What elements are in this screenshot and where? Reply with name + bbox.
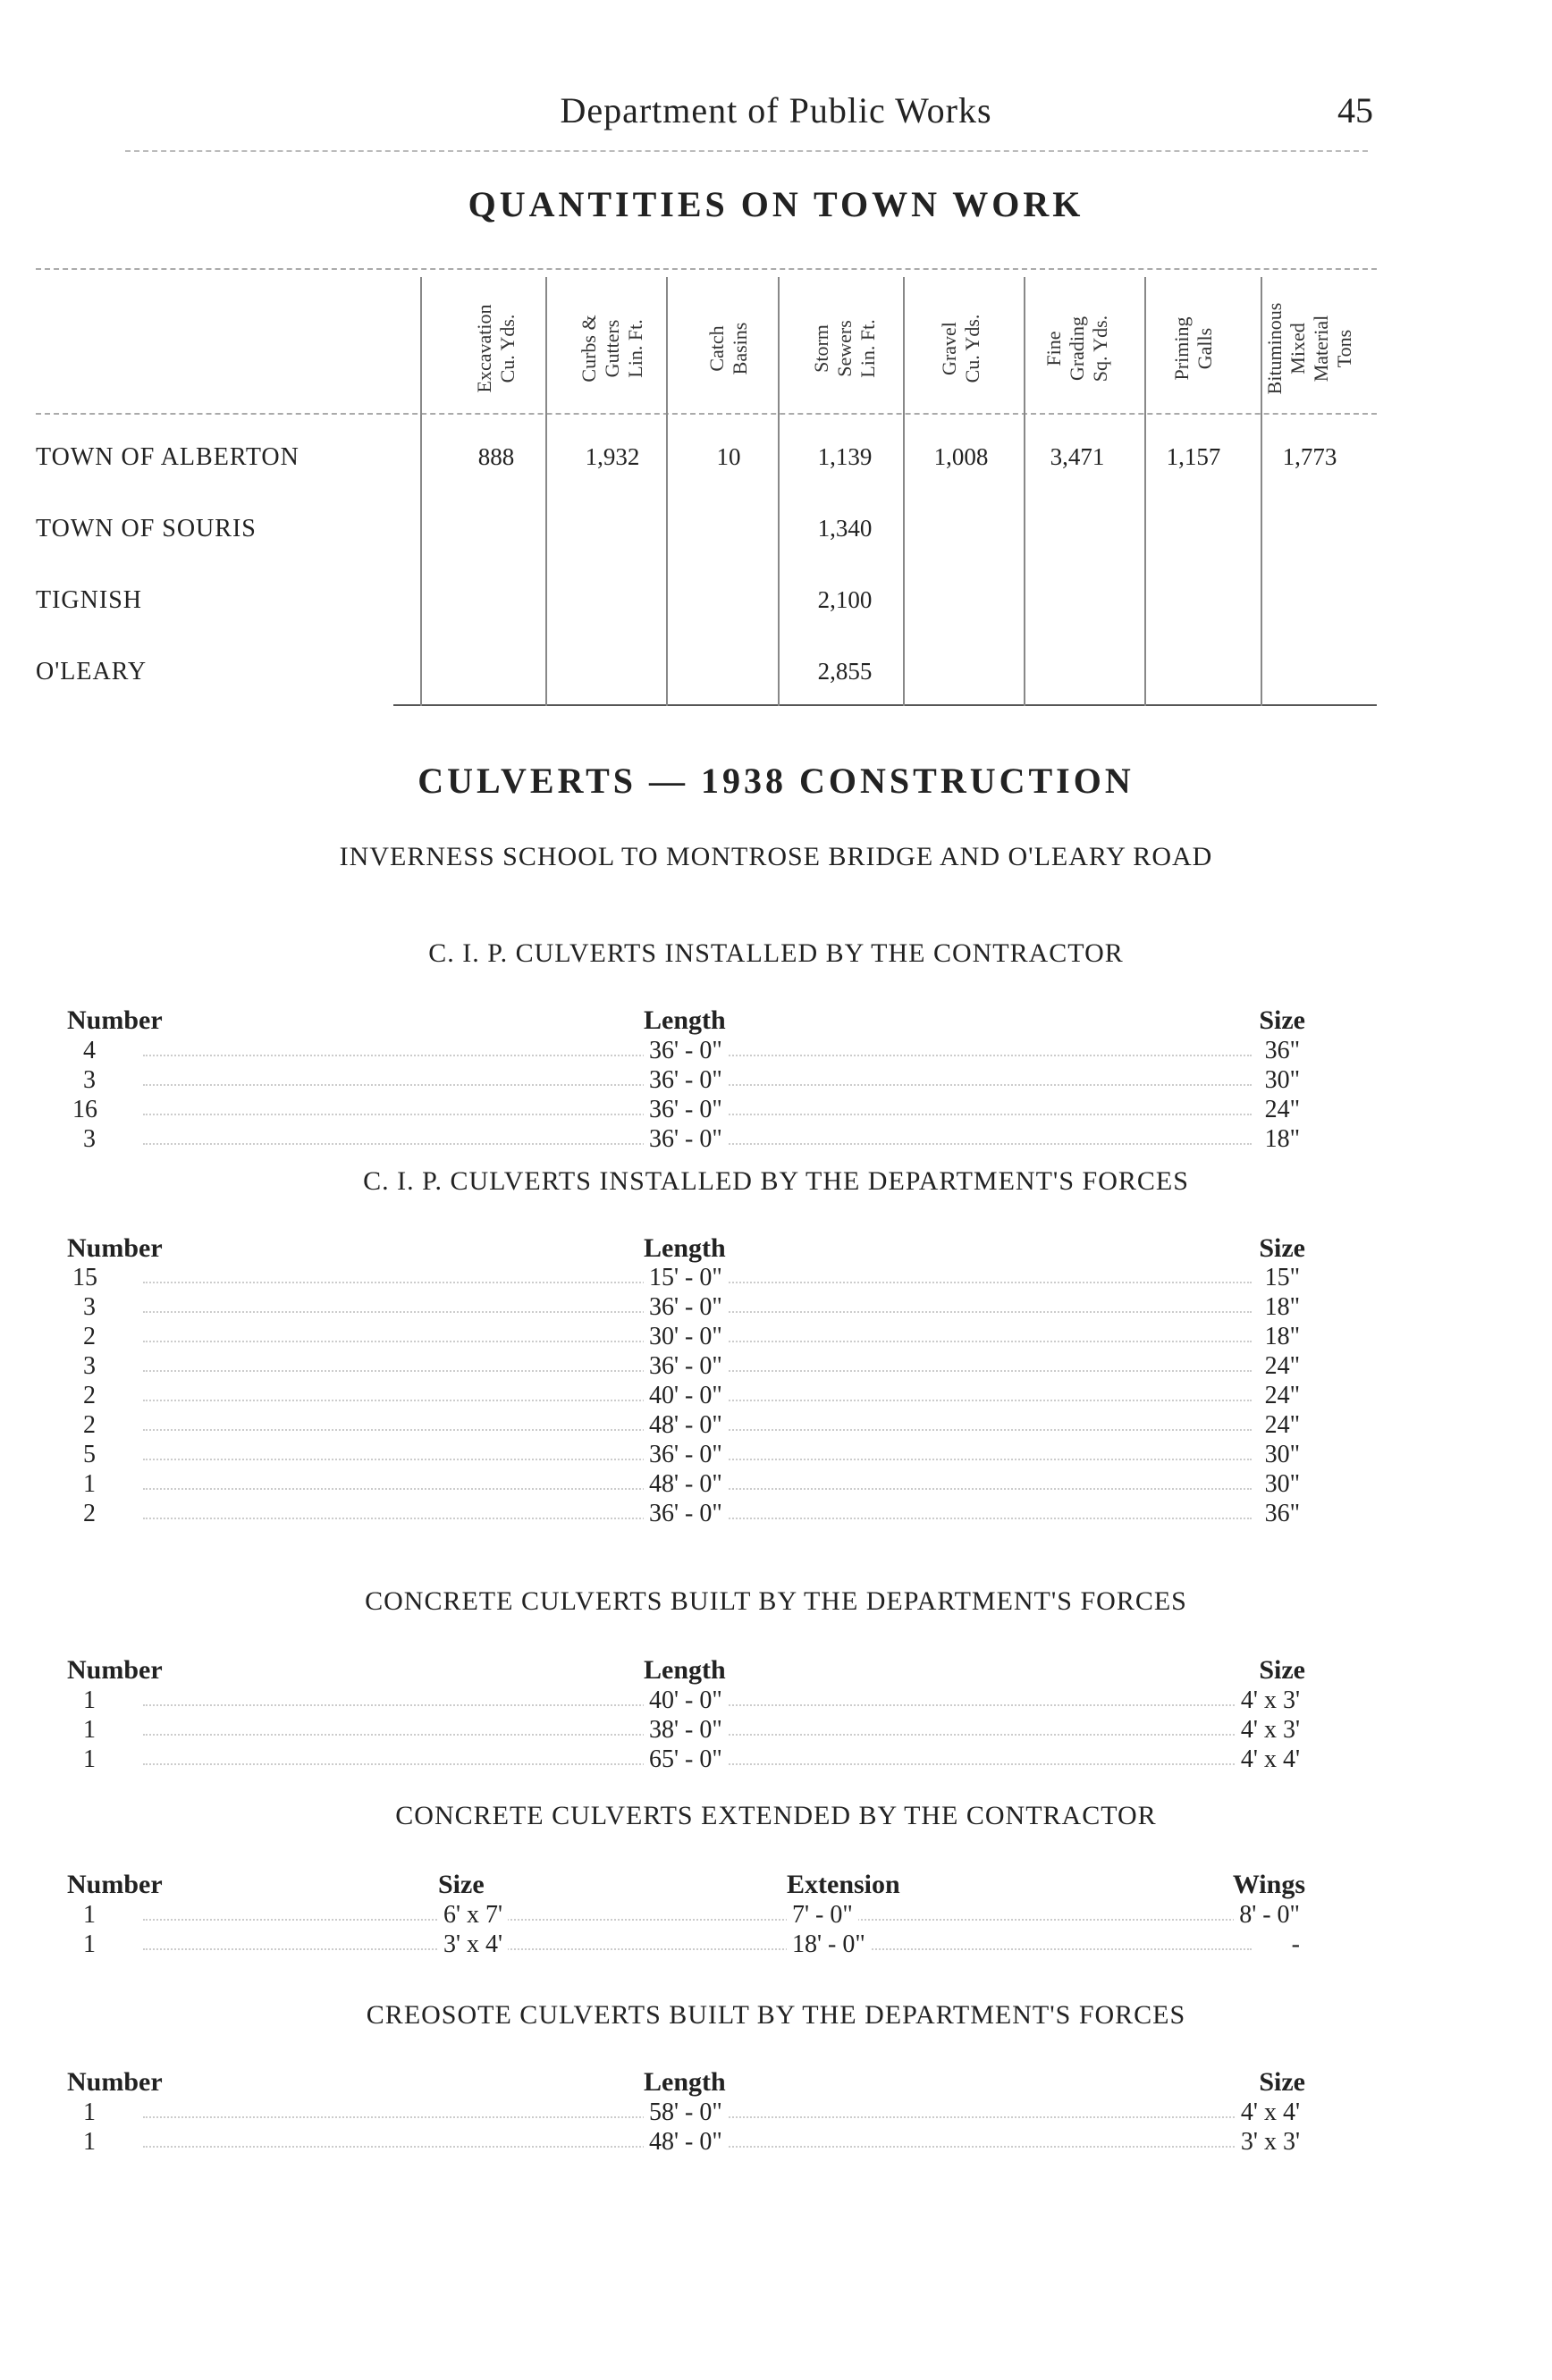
column-header: Number <box>67 1655 163 1685</box>
table-cell: 1 <box>78 1716 101 1745</box>
column-header: Size <box>1259 1233 1305 1263</box>
table-cell: 48' - 0" <box>644 2128 728 2157</box>
table-cell: 10 <box>716 443 741 470</box>
table-cell: 30" <box>1260 1470 1305 1499</box>
table-cell: 24" <box>1260 1411 1305 1440</box>
column-header: Size <box>1259 2067 1305 2097</box>
table-row <box>0 1323 1552 1353</box>
table-row <box>0 1686 1552 1717</box>
table-cell: - <box>1286 1930 1305 1959</box>
table-cell: 36' - 0" <box>644 1352 728 1381</box>
column-header-label: Storm Sewers Lin. Ft. <box>810 319 879 378</box>
table-cell: 24" <box>1260 1382 1305 1410</box>
table-row <box>0 1716 1552 1746</box>
column-header-label: Excavation Cu. Yds. <box>473 304 519 393</box>
table-row <box>0 1745 1552 1776</box>
table-row <box>0 1096 1552 1126</box>
table-cell: 58' - 0" <box>644 2098 728 2127</box>
table-cell: 65' - 0" <box>644 1745 728 1774</box>
table-cell: 1,008 <box>933 443 989 470</box>
table-cell: 18" <box>1260 1323 1305 1351</box>
table-row <box>0 1382 1552 1412</box>
table-cell: 1 <box>78 1901 101 1930</box>
quantities-title: QUANTITIES ON TOWN WORK <box>468 184 1084 224</box>
column-divider <box>778 277 780 706</box>
culvert-section-heading: CREOSOTE CULVERTS BUILT BY THE DEPARTMENT'S FORCES <box>366 2000 1186 2030</box>
column-divider <box>1144 277 1146 706</box>
table-cell: 3 <box>78 1293 101 1322</box>
table-cell: 2 <box>78 1500 101 1528</box>
table-cell: 36' - 0" <box>644 1500 728 1528</box>
column-divider <box>903 277 905 706</box>
table-cell: 4' x 4' <box>1236 1745 1305 1774</box>
column-header: Number <box>67 2067 163 2097</box>
column-header-label: Priming Galls <box>1170 316 1216 381</box>
table-row <box>0 1125 1552 1156</box>
column-divider <box>545 277 547 706</box>
column-header: Size <box>1259 1005 1305 1035</box>
dot-leader <box>143 1901 1252 1921</box>
header-divider <box>125 150 1368 152</box>
table-top-rule <box>36 268 1377 270</box>
column-header <box>1149 277 1238 420</box>
quantities-table <box>0 268 1552 715</box>
table-cell: 3' x 3' <box>1236 2128 1305 2157</box>
table-cell: 3,471 <box>1050 443 1105 470</box>
table-cell: 16 <box>67 1096 103 1124</box>
table-row <box>0 1901 1552 1931</box>
table-row <box>0 2128 1552 2158</box>
column-header <box>451 277 541 420</box>
table-cell: 48' - 0" <box>644 1470 728 1499</box>
column-header-label: Gravel Cu. Yds. <box>938 314 983 383</box>
table-cell: 48' - 0" <box>644 1411 728 1440</box>
column-header: Length <box>644 1233 726 1263</box>
table-cell: 8' - 0" <box>1234 1901 1305 1930</box>
table-cell: 2 <box>78 1323 101 1351</box>
row-label: TOWN OF SOURIS <box>36 515 257 542</box>
table-row <box>0 1930 1552 1961</box>
table-cell: 4' x 3' <box>1236 1686 1305 1715</box>
table-cell: 4' x 3' <box>1236 1716 1305 1745</box>
table-cell: 30' - 0" <box>644 1323 728 1351</box>
table-cell: 36' - 0" <box>644 1066 728 1095</box>
row-label: O'LEARY <box>36 658 148 685</box>
table-cell: 24" <box>1260 1096 1305 1124</box>
column-header: Number <box>67 1005 163 1035</box>
table-row <box>0 1352 1552 1383</box>
table-cell: 2,100 <box>817 586 873 613</box>
column-divider <box>1261 277 1262 706</box>
table-cell: 3 <box>78 1066 101 1095</box>
column-header: Extension <box>787 1870 900 1899</box>
column-header <box>1033 277 1122 420</box>
table-row <box>0 1037 1552 1067</box>
table-row <box>0 2098 1552 2129</box>
column-header <box>684 277 773 420</box>
table-cell: 36' - 0" <box>644 1096 728 1124</box>
column-header-label: Bituminous Mixed Material Tons <box>1263 302 1355 395</box>
column-header: Length <box>644 2067 726 2097</box>
column-divider <box>1024 277 1025 706</box>
column-header-label: Fine Grading Sq. Yds. <box>1042 315 1111 383</box>
table-cell: 30" <box>1260 1441 1305 1469</box>
culverts-title: CULVERTS — 1938 CONSTRUCTION <box>418 761 1134 801</box>
column-header: Number <box>67 1233 163 1263</box>
table-cell: 36' - 0" <box>644 1125 728 1154</box>
table-cell: 1 <box>78 1745 101 1774</box>
table-cell: 1,340 <box>817 515 873 542</box>
table-cell: 18' - 0" <box>787 1930 871 1959</box>
table-cell: 1 <box>78 1686 101 1715</box>
table-cell: 4 <box>78 1037 101 1065</box>
table-row <box>0 1293 1552 1324</box>
row-label: TIGNISH <box>36 586 142 614</box>
culvert-section-heading: CONCRETE CULVERTS BUILT BY THE DEPARTMENT'S FORCES <box>365 1586 1187 1616</box>
table-cell: 3 <box>78 1125 101 1154</box>
column-header: Number <box>67 1870 163 1899</box>
table-cell: 1 <box>78 1470 101 1499</box>
page-header <box>0 89 1552 143</box>
table-cell: 15 <box>67 1264 103 1292</box>
table-cell: 40' - 0" <box>644 1382 728 1410</box>
table-row <box>0 1066 1552 1097</box>
culvert-section-heading: CONCRETE CULVERTS EXTENDED BY THE CONTRACTOR <box>395 1801 1157 1830</box>
table-cell: 36" <box>1260 1037 1305 1065</box>
table-cell: 4' x 4' <box>1236 2098 1305 2127</box>
table-cell: 15" <box>1260 1264 1305 1292</box>
table-row <box>0 1441 1552 1471</box>
table-cell: 18" <box>1260 1125 1305 1154</box>
table-row <box>0 1500 1552 1530</box>
table-cell: 30" <box>1260 1066 1305 1095</box>
column-header-label: Curbs & Gutters Lin. Ft. <box>578 315 646 383</box>
table-cell: 3' x 4' <box>438 1930 508 1959</box>
table-cell: 40' - 0" <box>644 1686 728 1715</box>
table-cell: 24" <box>1260 1352 1305 1381</box>
culvert-section-heading: C. I. P. CULVERTS INSTALLED BY THE CONTRACTOR <box>428 938 1124 968</box>
page-number: 45 <box>1337 90 1373 130</box>
table-bottom-rule <box>393 704 1377 706</box>
table-cell: 15' - 0" <box>644 1264 728 1292</box>
column-header: Wings <box>1232 1870 1305 1899</box>
table-cell: 18" <box>1260 1293 1305 1322</box>
table-cell: 3 <box>78 1352 101 1381</box>
table-cell: 888 <box>477 443 515 470</box>
column-header: Size <box>438 1870 485 1899</box>
table-cell: 36' - 0" <box>644 1441 728 1469</box>
table-cell: 1,773 <box>1282 443 1337 470</box>
table-cell: 1,139 <box>817 443 873 470</box>
column-header: Length <box>644 1655 726 1685</box>
culvert-section-heading: C. I. P. CULVERTS INSTALLED BY THE DEPARTMENT'S FORCES <box>363 1166 1189 1196</box>
table-cell: 5 <box>78 1441 101 1469</box>
table-cell: 2,855 <box>817 658 873 685</box>
table-cell: 36" <box>1260 1500 1305 1528</box>
table-row <box>0 1470 1552 1501</box>
table-cell: 38' - 0" <box>644 1716 728 1745</box>
table-cell: 1,157 <box>1166 443 1221 470</box>
table-cell: 7' - 0" <box>787 1901 858 1930</box>
table-cell: 2 <box>78 1411 101 1440</box>
column-header-label: Catch Basins <box>705 322 751 375</box>
column-divider <box>666 277 668 706</box>
column-header <box>800 277 890 420</box>
dot-leader <box>143 1930 1252 1950</box>
table-cell: 2 <box>78 1382 101 1410</box>
table-cell: 36' - 0" <box>644 1293 728 1322</box>
table-cell: 1 <box>78 1930 101 1959</box>
column-divider <box>420 277 422 706</box>
page-title: Department of Public Works <box>560 90 992 130</box>
column-header <box>916 277 1006 420</box>
row-label: TOWN OF ALBERTON <box>36 443 299 471</box>
column-header <box>568 277 657 420</box>
table-row <box>0 1411 1552 1442</box>
column-header: Size <box>1259 1655 1305 1685</box>
table-cell: 1,932 <box>585 443 640 470</box>
table-cell: 36' - 0" <box>644 1037 728 1065</box>
column-header <box>1265 277 1354 420</box>
table-cell: 1 <box>78 2098 101 2127</box>
table-cell: 1 <box>78 2128 101 2157</box>
culverts-subtitle: INVERNESS SCHOOL TO MONTROSE BRIDGE AND O'LEARY ROAD <box>339 842 1213 871</box>
column-header: Length <box>644 1005 726 1035</box>
table-cell: 6' x 7' <box>438 1901 508 1930</box>
table-row <box>0 1264 1552 1294</box>
